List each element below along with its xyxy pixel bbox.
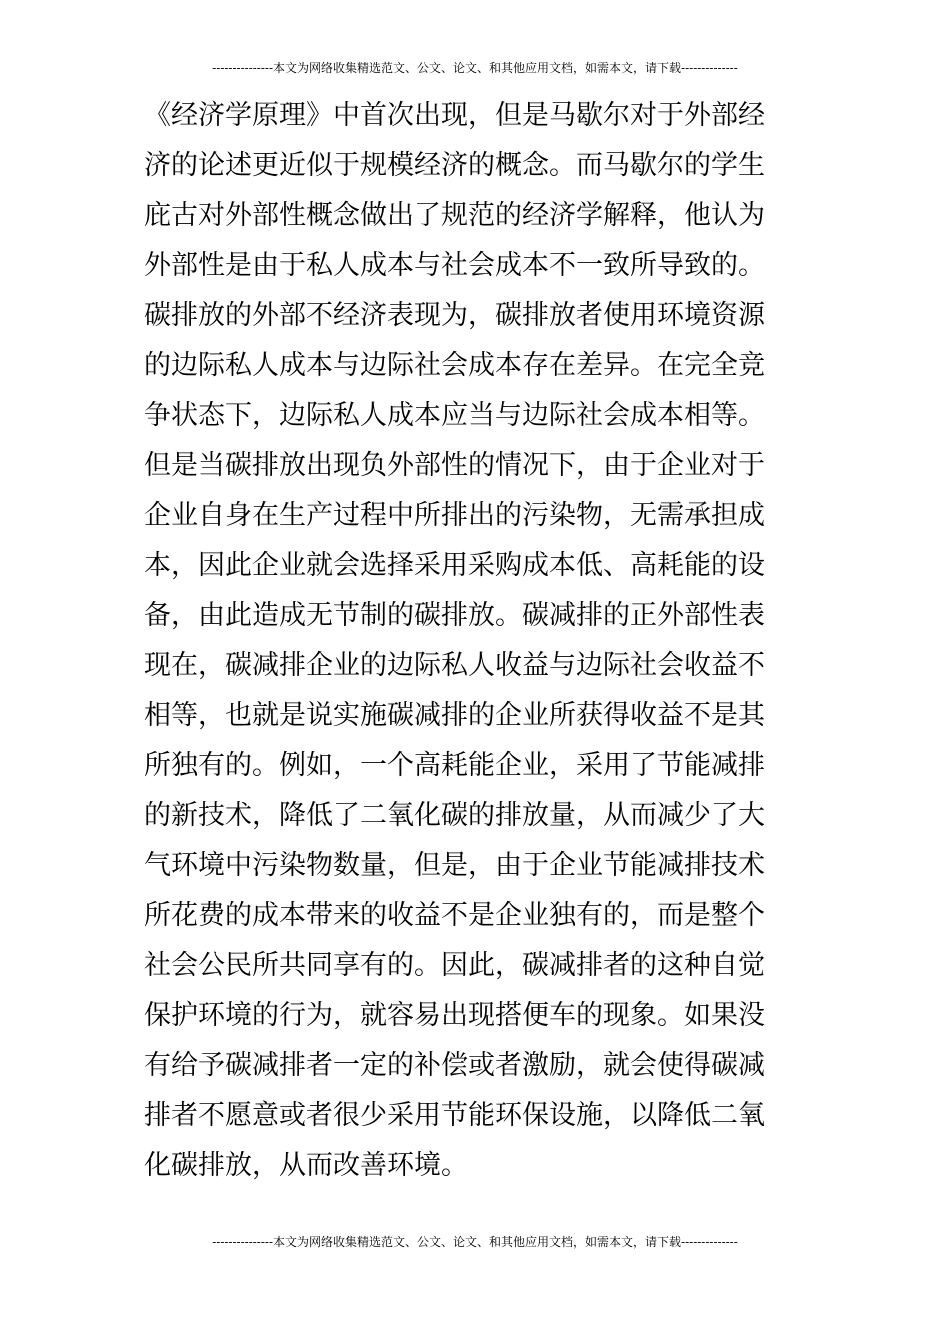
body-line: 的新技术，降低了二氧化碳的排放量，从而减少了大 (144, 800, 765, 831)
body-line: 气环境中污染物数量，但是，由于企业节能减排技术 (144, 850, 765, 881)
body-line: 的边际私人成本与边际社会成本存在差异。在完全竞 (144, 350, 765, 381)
body-line: 争状态下，边际私人成本应当与边际社会成本相等。 (144, 400, 765, 431)
header-note: ---------------本文为网络收集精选范文、公文、论文、和其他应用文档，如需本文，请下载-------------- (212, 61, 738, 75)
body-line: 相等，也就是说实施碳减排的企业所获得收益不是其 (144, 700, 765, 731)
body-line: 庇古对外部性概念做出了规范的经济学解释，他认为 (144, 200, 765, 231)
body-line: 外部性是由于私人成本与社会成本不一致所导致的。 (144, 250, 765, 281)
body-line: 企业自身在生产过程中所排出的污染物，无需承担成 (144, 500, 765, 531)
body-line: 社会公民所共同享有的。因此，碳减排者的这种自觉 (144, 950, 765, 981)
body-line: 碳排放的外部不经济表现为，碳排放者使用环境资源 (144, 300, 765, 331)
body-line: 济的论述更近似于规模经济的概念。而马歇尔的学生 (144, 150, 765, 181)
body-line: 排者不愿意或者很少采用节能环保设施，以降低二氧 (144, 1100, 765, 1131)
body-line: 本，因此企业就会选择采用采购成本低、高耗能的设 (144, 550, 765, 581)
body-line: 《经济学原理》中首次出现，但是马歇尔对于外部经 (144, 100, 765, 131)
body-line: 备，由此造成无节制的碳排放。碳减排的正外部性表 (144, 600, 765, 631)
body-line: 保护环境的行为，就容易出现搭便车的现象。如果没 (144, 1000, 765, 1031)
body-line: 所独有的。例如，一个高耗能企业，采用了节能减排 (144, 750, 765, 781)
body-line: 所花费的成本带来的收益不是企业独有的，而是整个 (144, 900, 765, 931)
footer-note: ---------------本文为网络收集精选范文、公文、论文、和其他应用文档，如需本文，请下载-------------- (212, 1235, 738, 1249)
body-line: 但是当碳排放出现负外部性的情况下，由于企业对于 (144, 450, 765, 481)
body-line: 化碳排放，从而改善环境。 (144, 1150, 468, 1181)
document-body (144, 91, 812, 1191)
body-line: 现在，碳减排企业的边际私人收益与边际社会收益不 (144, 650, 765, 681)
body-line: 有给予碳减排者一定的补偿或者激励，就会使得碳减 (144, 1050, 765, 1081)
